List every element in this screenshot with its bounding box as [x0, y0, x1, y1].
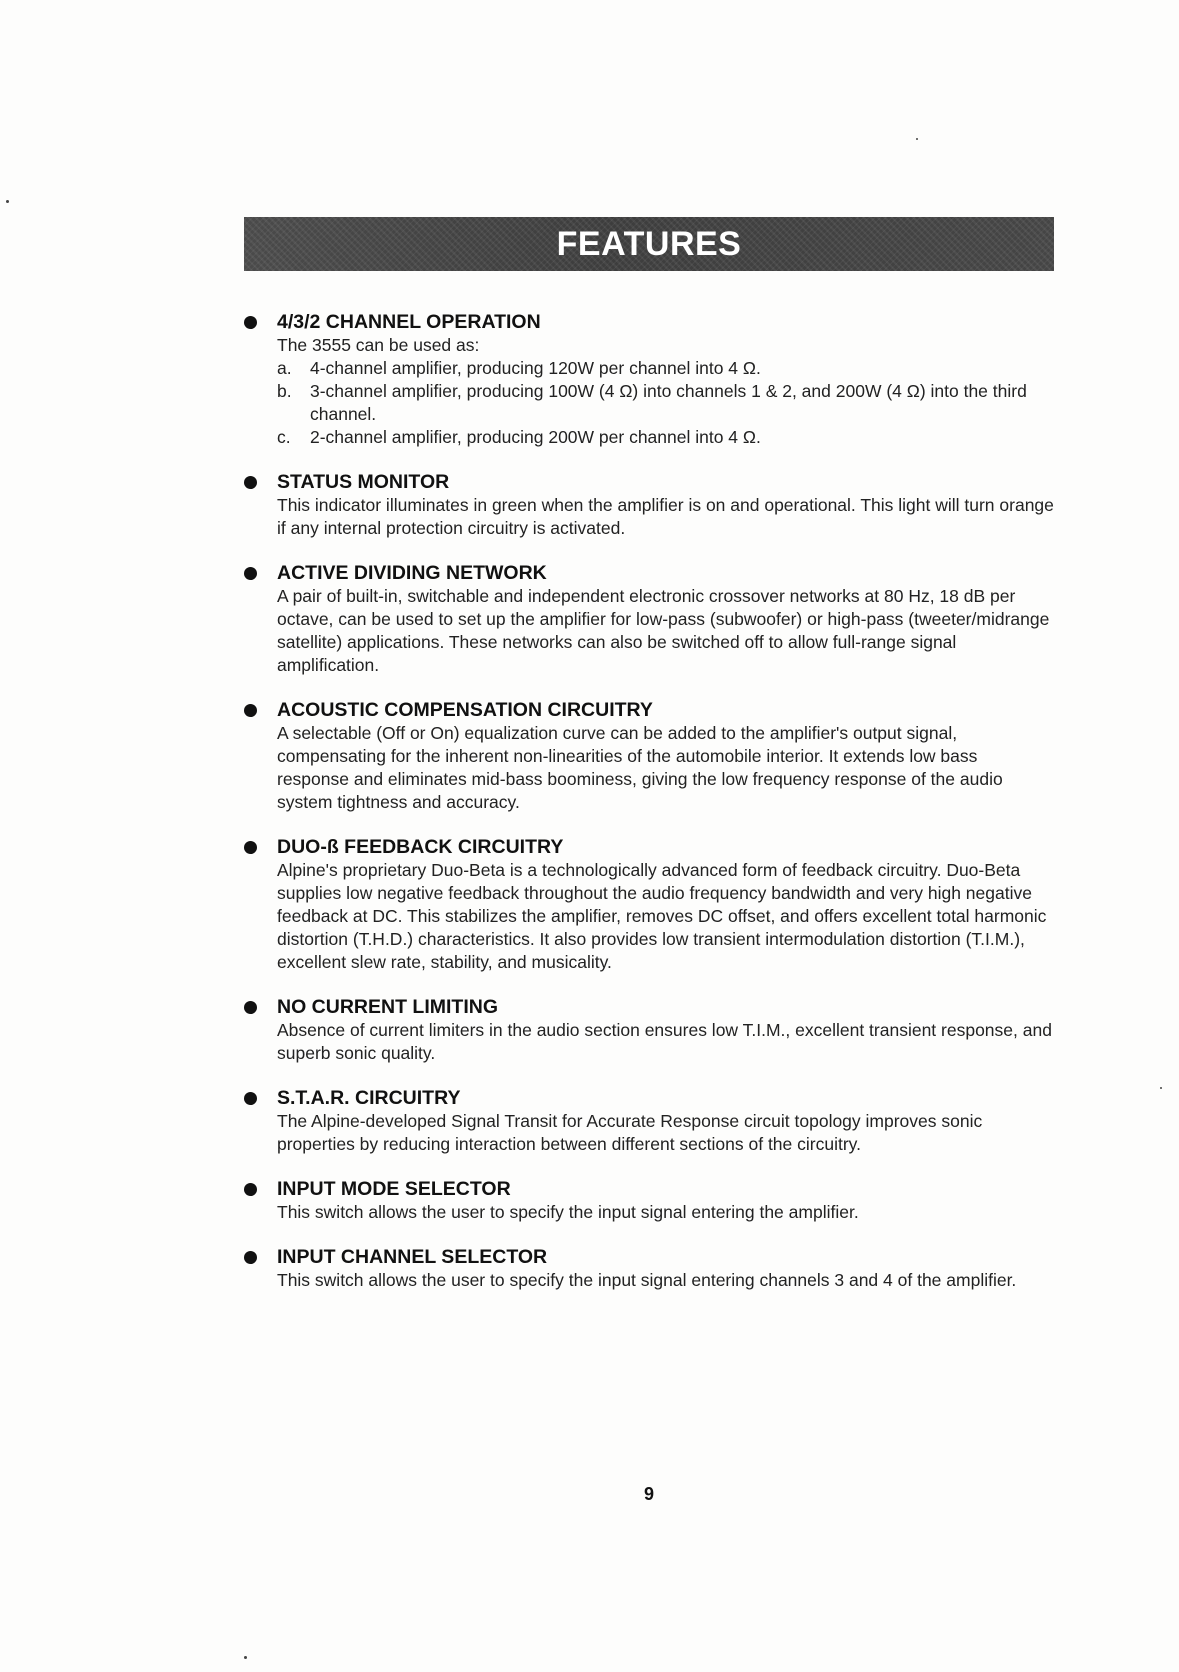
feature-input-mode-selector	[244, 1178, 1054, 1224]
option-text: 2-channel amplifier, producing 200W per channel into 4 Ω.	[310, 427, 761, 447]
bullet-icon	[244, 567, 257, 580]
option-text: 4-channel amplifier, producing 120W per channel into 4 Ω.	[310, 358, 761, 378]
scan-speck	[1160, 1087, 1162, 1089]
bullet-icon	[244, 316, 257, 329]
feature-title: NO CURRENT LIMITING	[277, 996, 498, 1018]
feature-description: This switch allows the user to specify the input signal entering channels 3 and 4 of the amplifier.	[277, 1270, 1017, 1290]
feature-title: STATUS MONITOR	[277, 471, 450, 493]
option-letter: c.	[277, 427, 291, 447]
feature-description: The Alpine-developed Signal Transit for Accurate Response circuit topology improves sonic properties by reducing interaction between different sections of the circuitry.	[277, 1111, 983, 1154]
scan-speck	[6, 200, 9, 203]
bullet-icon	[244, 1251, 257, 1264]
bullet-icon	[244, 1092, 257, 1105]
features-banner	[244, 217, 1054, 271]
feature-description: A pair of built-in, switchable and independent electronic crossover networks at 80 Hz, 18 dB per octave, can be used to set up the amplifier for low-pass (subwoofer) or high-pass (tweeter/midrange satellite) applications. These networks can also be switched off to allow full-range signal amplification.	[277, 586, 1050, 675]
feature-intro: The 3555 can be used as:	[277, 335, 480, 355]
channel-option	[277, 357, 1054, 380]
feature-title: S.T.A.R. CIRCUITRY	[277, 1087, 461, 1109]
feature-acoustic-compensation	[244, 699, 1054, 814]
feature-description: This switch allows the user to specify the input signal entering the amplifier.	[277, 1202, 859, 1222]
channel-option	[277, 426, 1054, 449]
feature-description: Absence of current limiters in the audio section ensures low T.I.M., excellent transient response, and superb sonic quality.	[277, 1020, 1052, 1063]
feature-description: This indicator illuminates in green when the amplifier is on and operational. This light will turn orange if any internal protection circuitry is activated.	[277, 495, 1054, 538]
feature-description: Alpine's proprietary Duo-Beta is a technologically advanced form of feedback circuitry. Duo-Beta supplies low negative feedback throughout the audio frequency bandwidth and very high negative feedback at DC. This stabilizes the amplifier, removes DC offset, and offers excellent total harmonic distortion (T.H.D.) characteristics. It also provides low transient intermodulation distortion (T.I.M.), excellent slew rate, stability, and musicality.	[277, 860, 1047, 972]
feature-description: A selectable (Off or On) equalization curve can be added to the amplifier's output signal, compensating for the inherent non-linearities of the automobile interior. It extends low bass response and eliminates mid-bass boominess, giving the low frequency response of the audio system tightness and accuracy.	[277, 723, 1003, 812]
scan-speck	[244, 1656, 247, 1659]
feature-title: DUO-ß FEEDBACK CIRCUITRY	[277, 836, 564, 858]
feature-no-current-limiting	[244, 996, 1054, 1065]
bullet-icon	[244, 841, 257, 854]
option-letter: b.	[277, 381, 292, 401]
feature-status-monitor	[244, 471, 1054, 540]
option-text: 3-channel amplifier, producing 100W (4 Ω) into channels 1 & 2, and 200W (4 Ω) into the third channel.	[310, 381, 1027, 424]
bullet-icon	[244, 476, 257, 489]
feature-title: INPUT MODE SELECTOR	[277, 1178, 511, 1200]
feature-title: ACOUSTIC COMPENSATION CIRCUITRY	[277, 699, 653, 721]
bullet-icon	[244, 1183, 257, 1196]
banner-title: FEATURES	[556, 224, 742, 263]
feature-title: INPUT CHANNEL SELECTOR	[277, 1246, 548, 1268]
feature-title: 4/3/2 CHANNEL OPERATION	[277, 311, 541, 333]
feature-duo-beta-feedback	[244, 836, 1054, 974]
bullet-icon	[244, 704, 257, 717]
features-list	[244, 311, 1054, 1314]
feature-star-circuitry	[244, 1087, 1054, 1156]
feature-input-channel-selector	[244, 1246, 1054, 1292]
option-letter: a.	[277, 358, 292, 378]
feature-active-dividing-network	[244, 562, 1054, 677]
page-number: 9	[643, 1484, 654, 1504]
scan-speck	[916, 138, 918, 140]
channel-option	[277, 380, 1054, 426]
feature-title: ACTIVE DIVIDING NETWORK	[277, 562, 547, 584]
feature-channel-operation	[244, 311, 1054, 449]
channel-options-list	[277, 357, 1054, 449]
bullet-icon	[244, 1001, 257, 1014]
